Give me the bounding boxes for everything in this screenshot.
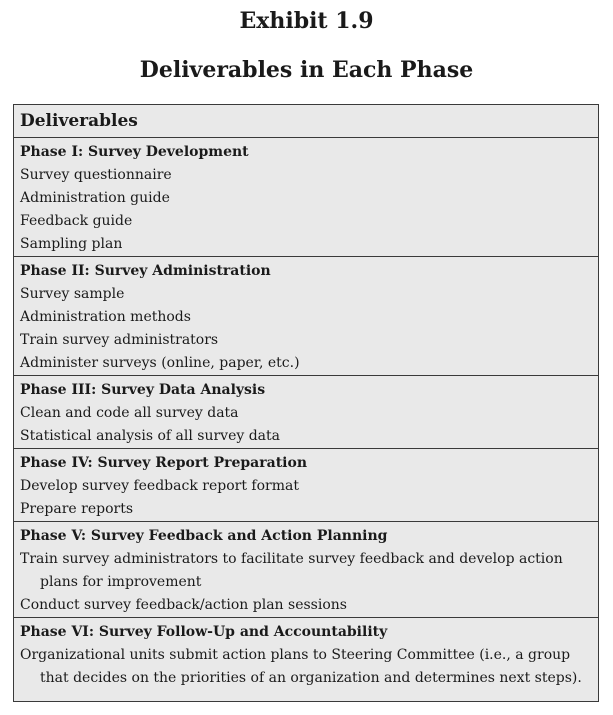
- deliverable-item: Prepare reports: [20, 501, 134, 517]
- phase-section-6: [14, 618, 598, 690]
- phase-title: Phase V: Survey Feedback and Action Planning: [20, 528, 388, 544]
- deliverable-item: Train survey administrators: [20, 332, 219, 348]
- phase-title: Phase VI: Survey Follow-Up and Accountability: [20, 624, 388, 640]
- deliverable-item: Clean and code all survey data: [20, 405, 239, 421]
- deliverable-item: Feedback guide: [20, 213, 133, 229]
- deliverable-item: Organizational units submit action plans to Steering Committee (i.e., a group that decides on the priorities of an organization and determines next steps).: [20, 647, 582, 686]
- phase-title: Phase IV: Survey Report Preparation: [20, 455, 308, 471]
- exhibit-number: Exhibit 1.9: [239, 8, 374, 34]
- deliverable-item: Survey sample: [20, 286, 125, 302]
- deliverable-item: Sampling plan: [20, 236, 123, 252]
- deliverable-item: Train survey administrators to facilitate survey feedback and develop action plans for improvement: [20, 551, 563, 590]
- deliverable-item: Administration methods: [20, 309, 191, 325]
- phase-section-4: [14, 449, 598, 522]
- exhibit-title: Deliverables in Each Phase: [139, 57, 474, 83]
- phase-title: Phase I: Survey Development: [20, 144, 249, 160]
- deliverables-table: [13, 104, 599, 702]
- deliverable-item: Survey questionnaire: [20, 167, 172, 183]
- phase-section-2: [14, 257, 598, 376]
- phase-section-1: [14, 138, 598, 257]
- table-header: Deliverables: [14, 105, 598, 138]
- phase-section-5: [14, 522, 598, 618]
- deliverable-item: Administration guide: [20, 190, 170, 206]
- phase-title: Phase II: Survey Administration: [20, 263, 271, 279]
- deliverable-item: Administer surveys (online, paper, etc.): [20, 355, 300, 371]
- deliverable-item: Conduct survey feedback/action plan sessions: [20, 597, 347, 613]
- phase-section-3: [14, 376, 598, 449]
- deliverable-item: Develop survey feedback report format: [20, 478, 299, 494]
- phase-title: Phase III: Survey Data Analysis: [20, 382, 266, 398]
- deliverable-item: Statistical analysis of all survey data: [20, 428, 281, 444]
